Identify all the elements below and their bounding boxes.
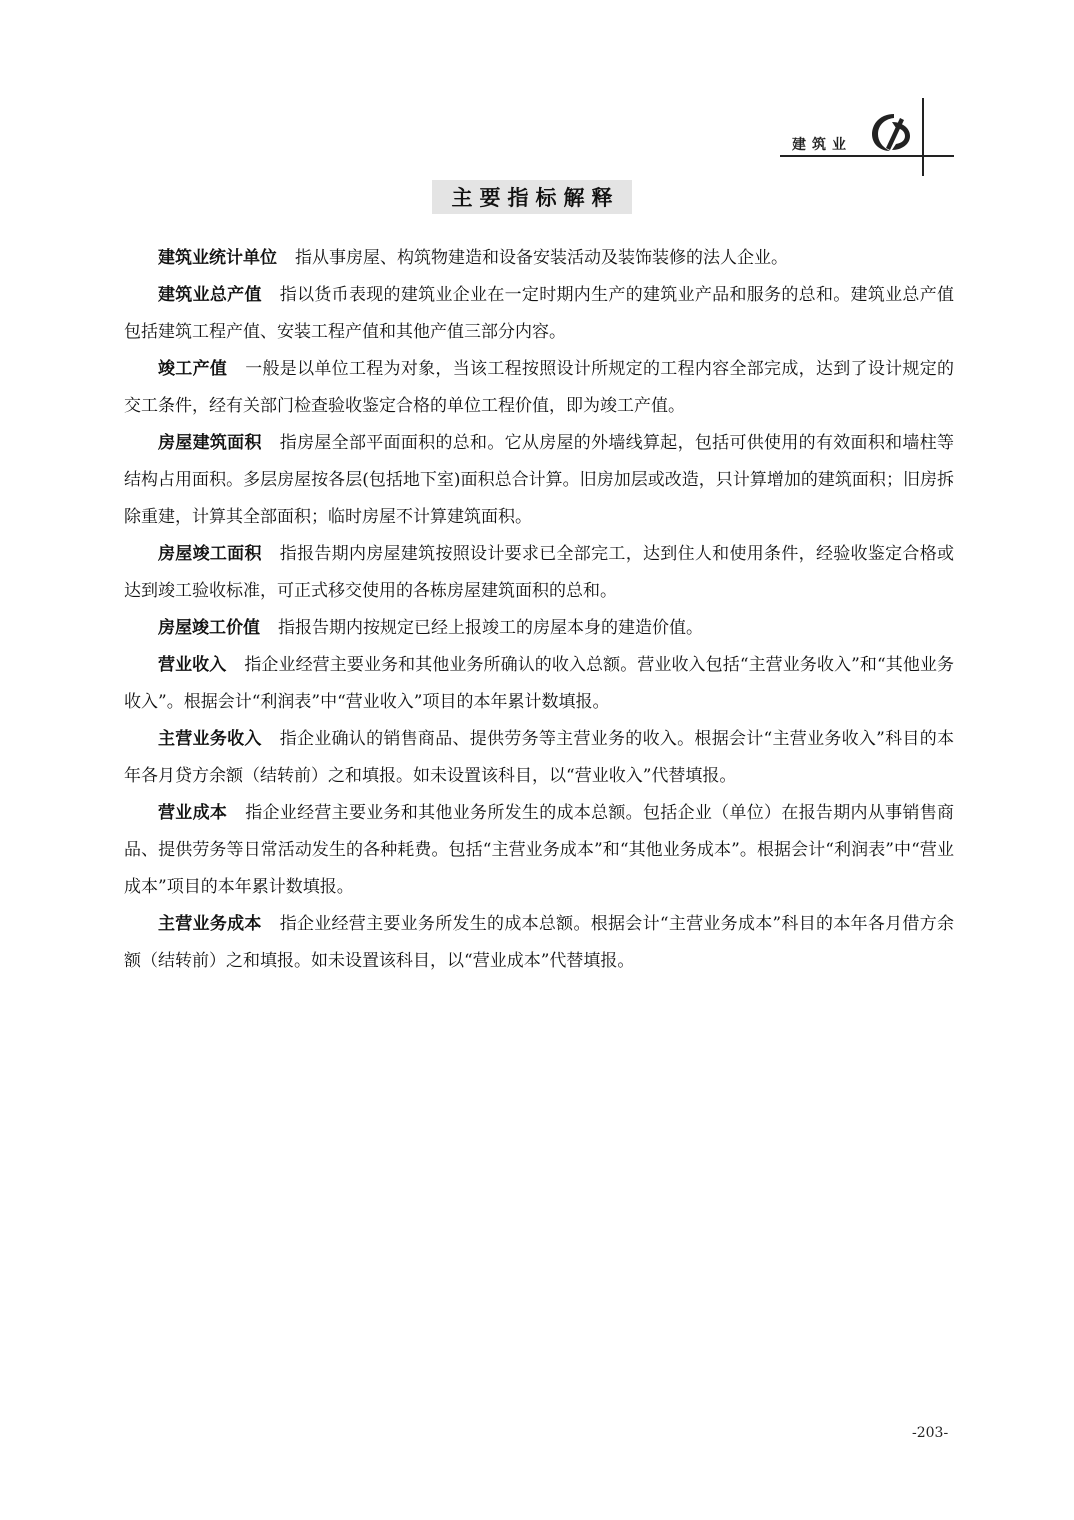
definition-text: 指以货币表现的建筑业企业在一定时期内生产的建筑业产品和服务的总和。建筑业总产值包括建筑工程产值、安装工程产值和其他产值三部分内容。 [124, 285, 955, 342]
definition-entry [124, 351, 954, 425]
section-label: 建筑业 [792, 137, 852, 153]
definition-term: 营业成本 [158, 803, 228, 823]
definition-entry [124, 536, 954, 610]
definition-term: 建筑业总产值 [158, 285, 262, 305]
definition-entry [124, 647, 954, 721]
definition-term: 竣工产值 [158, 359, 228, 379]
definition-text: 指房屋全部平面面积的总和。它从房屋的外墙线算起，包括可供使用的有效面积和墙柱等结构占用面积。多层房屋按各层(包括地下室)面积总合计算。旧房加层或改造，只计算增加的建筑面积；旧房拆除重建，计算其全部面积；临时房屋不计算建筑面积。 [124, 433, 955, 527]
page-title: 主要指标解释 [451, 186, 620, 210]
definition-term: 建筑业统计单位 [158, 248, 277, 268]
definition-text: 指企业经营主要业务和其他业务所发生的成本总额。包括企业（单位）在报告期内从事销售商品、提供劳务等日常活动发生的各种耗费。包括“主营业务成本”和“其他业务成本”。根据会计“利润表”中“营业成本”项目的本年累计数填报。 [124, 803, 955, 897]
definition-text: 指报告期内房屋建筑按照设计要求已全部完工，达到住人和使用条件，经验收鉴定合格或达到竣工验收标准，可正式移交使用的各栋房屋建筑面积的总和。 [124, 544, 955, 601]
definition-text: 指报告期内按规定已经上报竣工的房屋本身的建造价值。 [278, 618, 703, 638]
definition-term: 主营业务成本 [158, 914, 262, 934]
title-banner [432, 180, 632, 214]
definition-term: 房屋竣工面积 [158, 544, 262, 564]
header-vertical-rule [922, 98, 924, 176]
definitions-list [124, 240, 954, 980]
definition-term: 营业收入 [158, 655, 227, 675]
definition-text: 指企业经营主要业务和其他业务所确认的收入总额。营业收入包括“主营业务收入”和“其他业务收入”。根据会计“利润表”中“营业收入”项目的本年累计数填报。 [124, 655, 954, 712]
definition-entry [124, 721, 954, 795]
definition-entry [124, 795, 954, 906]
definition-entry [124, 425, 954, 536]
definition-text: 指企业经营主要业务所发生的成本总额。根据会计“主营业务成本”科目的本年各月借方余额（结转前）之和填报。如未设置该科目，以“营业成本”代替填报。 [124, 914, 954, 971]
definition-text: 指企业确认的销售商品、提供劳务等主营业务的收入。根据会计“主营业务收入”科目的本年各月贷方余额（结转前）之和填报。如未设置该科目，以“营业收入”代替填报。 [124, 729, 954, 786]
definition-entry [124, 277, 954, 351]
definition-entry [124, 240, 954, 277]
definition-text: 一般是以单位工程为对象，当该工程按照设计所规定的工程内容全部完成，达到了设计规定的交工条件，经有关部门检查验收鉴定合格的单位工程价值，即为竣工产值。 [124, 359, 955, 416]
definition-term: 房屋建筑面积 [158, 433, 262, 453]
definition-text: 指从事房屋、构筑物建造和设备安装活动及装饰装修的法人企业。 [295, 248, 788, 268]
definition-term: 房屋竣工价值 [158, 618, 260, 638]
definition-term: 主营业务收入 [158, 729, 262, 749]
page-number: -203- [912, 1425, 949, 1441]
definition-entry [124, 906, 954, 980]
header-horizontal-rule [780, 155, 954, 157]
definition-entry [124, 610, 954, 647]
statistics-logo-icon [868, 110, 916, 154]
